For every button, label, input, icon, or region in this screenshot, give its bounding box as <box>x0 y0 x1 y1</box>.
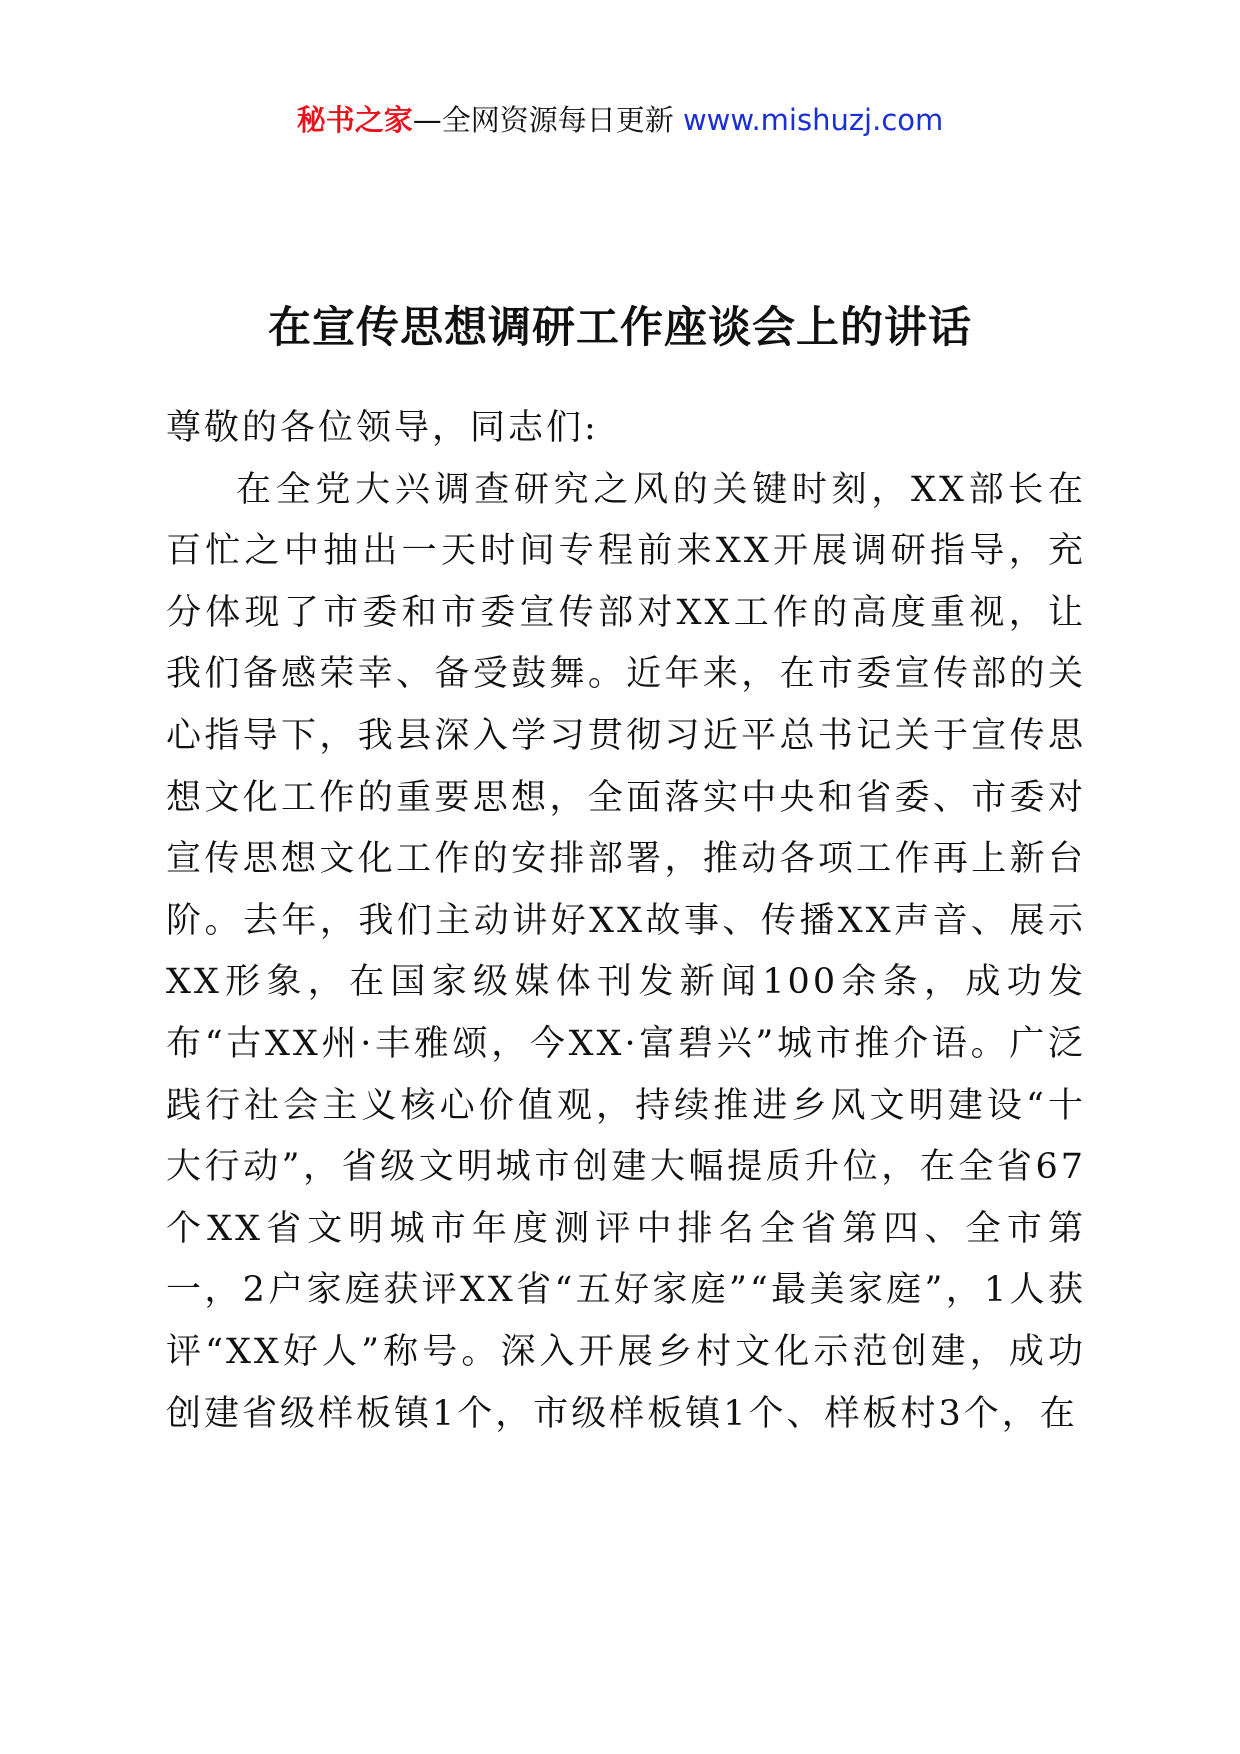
site-url-link[interactable]: www.mishuzj.com <box>682 103 944 137</box>
document-title: 在宣传思想调研工作座谈会上的讲话 <box>268 303 972 353</box>
body-paragraph: 在全党大兴调查研究之风的关键时刻，XX部长在百忙之中抽出一天时间专程前来XX开展调研指导，充分体现了市委和市委宣传部对XX工作的高度重视，让我们备感荣幸、备受鼓舞。近年来，在市委宣传部的关心指导下，我县深入学习贯彻习近平总书记关于宣传思想文化工作的重要思想，全面落实中央和省委、市委对宣传思想文化工作的安排部署，推动各项工作再上新台阶。去年，我们主动讲好XX故事、传播XX声音、展示XX形象，在国家级媒体刊发新闻100余条，成功发布“古XX州·丰雅颂，今XX·富碧兴”城市推介语。广泛践行社会主义核心价值观，持续推进乡风文明建设“十大行动”，省级文明城市创建大幅提质升位，在全省67个XX省文明城市年度测评中排名全省第四、全市第一，2户家庭获评XX省“五好家庭”“最美家庭”，1人获评“XX好人”称号。深入开展乡村文化示范创建，成功创建省级样板镇1个，市级样板镇1个、样板村3个，在 <box>166 469 1086 1434</box>
document-body <box>166 398 1086 1445</box>
site-brand-name: 秘书之家 <box>296 103 413 137</box>
site-header-banner <box>0 100 1240 140</box>
salutation: 尊敬的各位领导，同志们: <box>166 408 599 448</box>
site-slogan: —全网资源每日更新 <box>412 103 674 137</box>
